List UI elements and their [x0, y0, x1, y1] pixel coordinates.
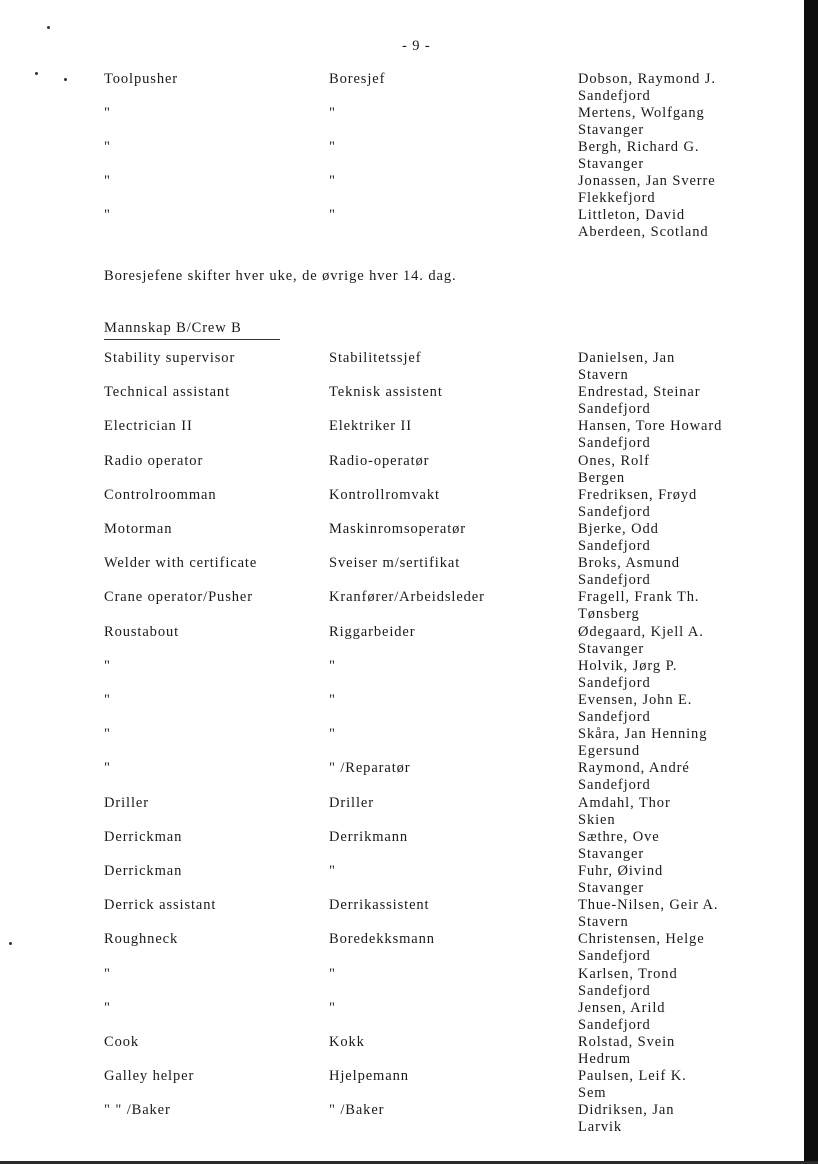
- english-title: ": [104, 173, 111, 189]
- norwegian-title: " /Reparatør: [329, 760, 411, 777]
- crew-row: [0, 829, 818, 863]
- person-name: Holvik, Jørg P.: [578, 657, 678, 674]
- crew-row: [0, 555, 818, 589]
- person-hometown: Stavanger: [578, 640, 645, 657]
- person-entry: [578, 624, 704, 658]
- crew-row: [0, 589, 818, 623]
- person-entry: [578, 931, 705, 965]
- person-name: Raymond, André: [578, 760, 690, 777]
- crew-row: [0, 71, 818, 105]
- person-entry: [578, 863, 663, 897]
- scan-speck: [47, 26, 50, 29]
- person-name: Fuhr, Øivind: [578, 863, 664, 879]
- english-title: Cook: [104, 1034, 140, 1050]
- person-entry: [578, 139, 699, 173]
- person-name: Ødegaard, Kjell A.: [578, 623, 704, 640]
- english-title: Motorman: [104, 521, 173, 537]
- norwegian-title: ": [329, 726, 336, 743]
- person-name: Thue-Nilsen, Geir A.: [578, 897, 719, 914]
- norwegian-title: Driller: [329, 794, 374, 811]
- person-entry: [578, 487, 697, 521]
- norwegian-title: Derrikassistent: [329, 897, 430, 914]
- crew-row: [0, 173, 818, 207]
- person-name: Sæthre, Ove: [578, 828, 660, 845]
- crew-row: [0, 1102, 818, 1136]
- person-name: Hansen, Tore Howard: [578, 418, 723, 435]
- person-name: Didriksen, Jan: [578, 1102, 675, 1119]
- person-hometown: Bergen: [578, 469, 626, 486]
- english-title: ": [104, 726, 111, 743]
- person-hometown: Sandefjord: [578, 982, 651, 999]
- person-entry: [578, 350, 675, 384]
- person-entry: [578, 966, 678, 1000]
- english-title: Driller: [104, 794, 149, 811]
- person-hometown: Stavanger: [578, 880, 645, 896]
- person-name: Skåra, Jan Henning: [578, 726, 708, 743]
- person-hometown: Flekkefjord: [578, 190, 656, 206]
- english-title: ": [104, 692, 111, 708]
- english-title: ": [104, 139, 111, 155]
- crew-row: [0, 453, 818, 487]
- person-name: Endrestad, Steinar: [578, 384, 701, 401]
- person-name: Littleton, David: [578, 207, 686, 223]
- crew-row: [0, 931, 818, 965]
- person-hometown: Sandefjord: [578, 538, 651, 554]
- english-title: Crane operator/Pusher: [104, 589, 253, 606]
- person-name: Karlsen, Trond: [578, 965, 678, 982]
- english-title: ": [104, 657, 111, 674]
- person-name: Danielsen, Jan: [578, 350, 676, 366]
- norwegian-title: Stabilitetssjef: [329, 350, 422, 366]
- norwegian-title: Sveiser m/sertifikat: [329, 555, 461, 572]
- person-hometown: Stavanger: [578, 845, 645, 862]
- crew-row: [0, 897, 818, 931]
- person-entry: [578, 692, 692, 726]
- english-title: Technical assistant: [104, 384, 231, 401]
- person-name: Jensen, Arild: [578, 999, 666, 1016]
- crew-row: [0, 105, 818, 139]
- person-hometown: Skien: [578, 811, 616, 828]
- english-title: Derrickman: [104, 863, 183, 879]
- person-hometown: Egersund: [578, 743, 640, 760]
- crew-row: [0, 350, 818, 384]
- crew-b-heading: Mannskap B/Crew B: [104, 320, 242, 336]
- person-name: Amdahl, Thor: [578, 794, 671, 811]
- english-title: Derrickman: [104, 828, 183, 845]
- person-entry: [578, 795, 671, 829]
- person-name: Broks, Asmund: [578, 555, 680, 572]
- person-entry: [578, 726, 707, 760]
- norwegian-title: Maskinromsoperatør: [329, 521, 467, 537]
- norwegian-title: Elektriker II: [329, 418, 412, 435]
- crew-row: [0, 1034, 818, 1068]
- english-title: Roughneck: [104, 931, 179, 948]
- norwegian-title: ": [329, 139, 336, 155]
- person-hometown: Sandefjord: [578, 777, 651, 794]
- norwegian-title: ": [329, 657, 336, 674]
- crew-row: [0, 139, 818, 173]
- person-entry: [578, 207, 709, 241]
- norwegian-title: Kokk: [329, 1034, 365, 1050]
- person-name: Jonassen, Jan Sverre: [578, 173, 716, 189]
- norwegian-title: Teknisk assistent: [329, 384, 443, 401]
- person-name: Mertens, Wolfgang: [578, 105, 705, 121]
- english-title: ": [104, 105, 111, 121]
- person-name: Bergh, Richard G.: [578, 139, 700, 155]
- crew-row: [0, 384, 818, 418]
- person-name: Evensen, John E.: [578, 692, 693, 708]
- english-title: Welder with certificate: [104, 555, 258, 572]
- norwegian-title: Kontrollromvakt: [329, 486, 440, 503]
- person-name: Rolstad, Svein: [578, 1034, 676, 1050]
- crew-row: [0, 760, 818, 794]
- person-name: Dobson, Raymond J.: [578, 71, 716, 87]
- norwegian-title: Kranfører/Arbeidsleder: [329, 589, 485, 606]
- norwegian-title: " /Baker: [329, 1102, 385, 1119]
- english-title: Galley helper: [104, 1068, 195, 1085]
- crew-row: [0, 487, 818, 521]
- person-entry: [578, 897, 718, 931]
- person-hometown: Stavern: [578, 914, 629, 931]
- crew-row: [0, 207, 818, 241]
- norwegian-title: Boredekksmann: [329, 931, 435, 948]
- rotation-note: Boresjefene skifter hver uke, de øvrige hver 14. dag.: [104, 268, 457, 284]
- english-title: ": [104, 207, 111, 223]
- norwegian-title: ": [329, 692, 336, 708]
- person-hometown: Sem: [578, 1085, 607, 1102]
- person-hometown: Sandefjord: [578, 572, 651, 589]
- norwegian-title: ": [329, 173, 336, 189]
- english-title: Electrician II: [104, 418, 193, 435]
- person-entry: [578, 658, 677, 692]
- norwegian-title: Derrikmann: [329, 828, 409, 845]
- norwegian-title: Riggarbeider: [329, 623, 416, 640]
- person-hometown: Aberdeen, Scotland: [578, 224, 709, 240]
- person-entry: [578, 1102, 674, 1136]
- person-entry: [578, 1034, 675, 1068]
- crew-row: [0, 966, 818, 1000]
- english-title: ": [104, 760, 111, 777]
- norwegian-title: ": [329, 105, 336, 121]
- person-name: Christensen, Helge: [578, 931, 705, 948]
- english-title: ": [104, 965, 111, 982]
- crew-row: [0, 692, 818, 726]
- crew-row: [0, 624, 818, 658]
- crew-row: [0, 795, 818, 829]
- person-hometown: Sandefjord: [578, 674, 651, 691]
- norwegian-title: ": [329, 207, 336, 223]
- person-hometown: Sandefjord: [578, 948, 651, 965]
- person-hometown: Sandefjord: [578, 709, 651, 725]
- person-entry: [578, 760, 690, 794]
- english-title: Controlroomman: [104, 486, 217, 503]
- person-hometown: Stavanger: [578, 156, 645, 172]
- page-number: - 9 -: [402, 38, 431, 54]
- person-name: Bjerke, Odd: [578, 521, 659, 537]
- person-hometown: Tønsberg: [578, 606, 640, 623]
- person-hometown: Sandefjord: [578, 401, 651, 418]
- crew-row: [0, 726, 818, 760]
- person-hometown: Larvik: [578, 1119, 623, 1136]
- norwegian-title: Radio-operatør: [329, 452, 430, 469]
- english-title: Derrick assistant: [104, 897, 217, 914]
- crew-row: [0, 418, 818, 452]
- norwegian-title: ": [329, 999, 336, 1016]
- person-hometown: Sandefjord: [578, 435, 651, 452]
- person-entry: [578, 589, 699, 623]
- english-title: Radio operator: [104, 452, 204, 469]
- person-entry: [578, 384, 701, 418]
- english-title: Roustabout: [104, 623, 180, 640]
- crew-row: [0, 658, 818, 692]
- person-entry: [578, 1000, 665, 1034]
- person-name: Fragell, Frank Th.: [578, 589, 700, 606]
- english-title: Toolpusher: [104, 71, 179, 87]
- person-hometown: Sandefjord: [578, 503, 651, 520]
- person-name: Ones, Rolf: [578, 452, 650, 469]
- person-entry: [578, 173, 716, 207]
- person-hometown: Stavern: [578, 367, 629, 383]
- person-name: Fredriksen, Frøyd: [578, 486, 698, 503]
- english-title: " " /Baker: [104, 1102, 171, 1119]
- person-hometown: Sandefjord: [578, 88, 651, 104]
- crew-row: [0, 1000, 818, 1034]
- person-entry: [578, 71, 716, 105]
- person-entry: [578, 418, 722, 452]
- person-entry: [578, 829, 660, 863]
- person-entry: [578, 555, 680, 589]
- person-hometown: Sandefjord: [578, 1016, 651, 1033]
- person-entry: [578, 105, 705, 139]
- crew-row: [0, 863, 818, 897]
- norwegian-title: ": [329, 863, 336, 879]
- person-name: Paulsen, Leif K.: [578, 1068, 687, 1085]
- person-entry: [578, 1068, 687, 1102]
- norwegian-title: ": [329, 965, 336, 982]
- norwegian-title: Boresjef: [329, 71, 386, 87]
- person-entry: [578, 521, 659, 555]
- norwegian-title: Hjelpemann: [329, 1068, 409, 1085]
- crew-row: [0, 521, 818, 555]
- crew-row: [0, 1068, 818, 1102]
- english-title: ": [104, 999, 111, 1016]
- person-hometown: Stavanger: [578, 122, 645, 138]
- person-entry: [578, 453, 650, 487]
- person-hometown: Hedrum: [578, 1051, 631, 1067]
- english-title: Stability supervisor: [104, 350, 236, 366]
